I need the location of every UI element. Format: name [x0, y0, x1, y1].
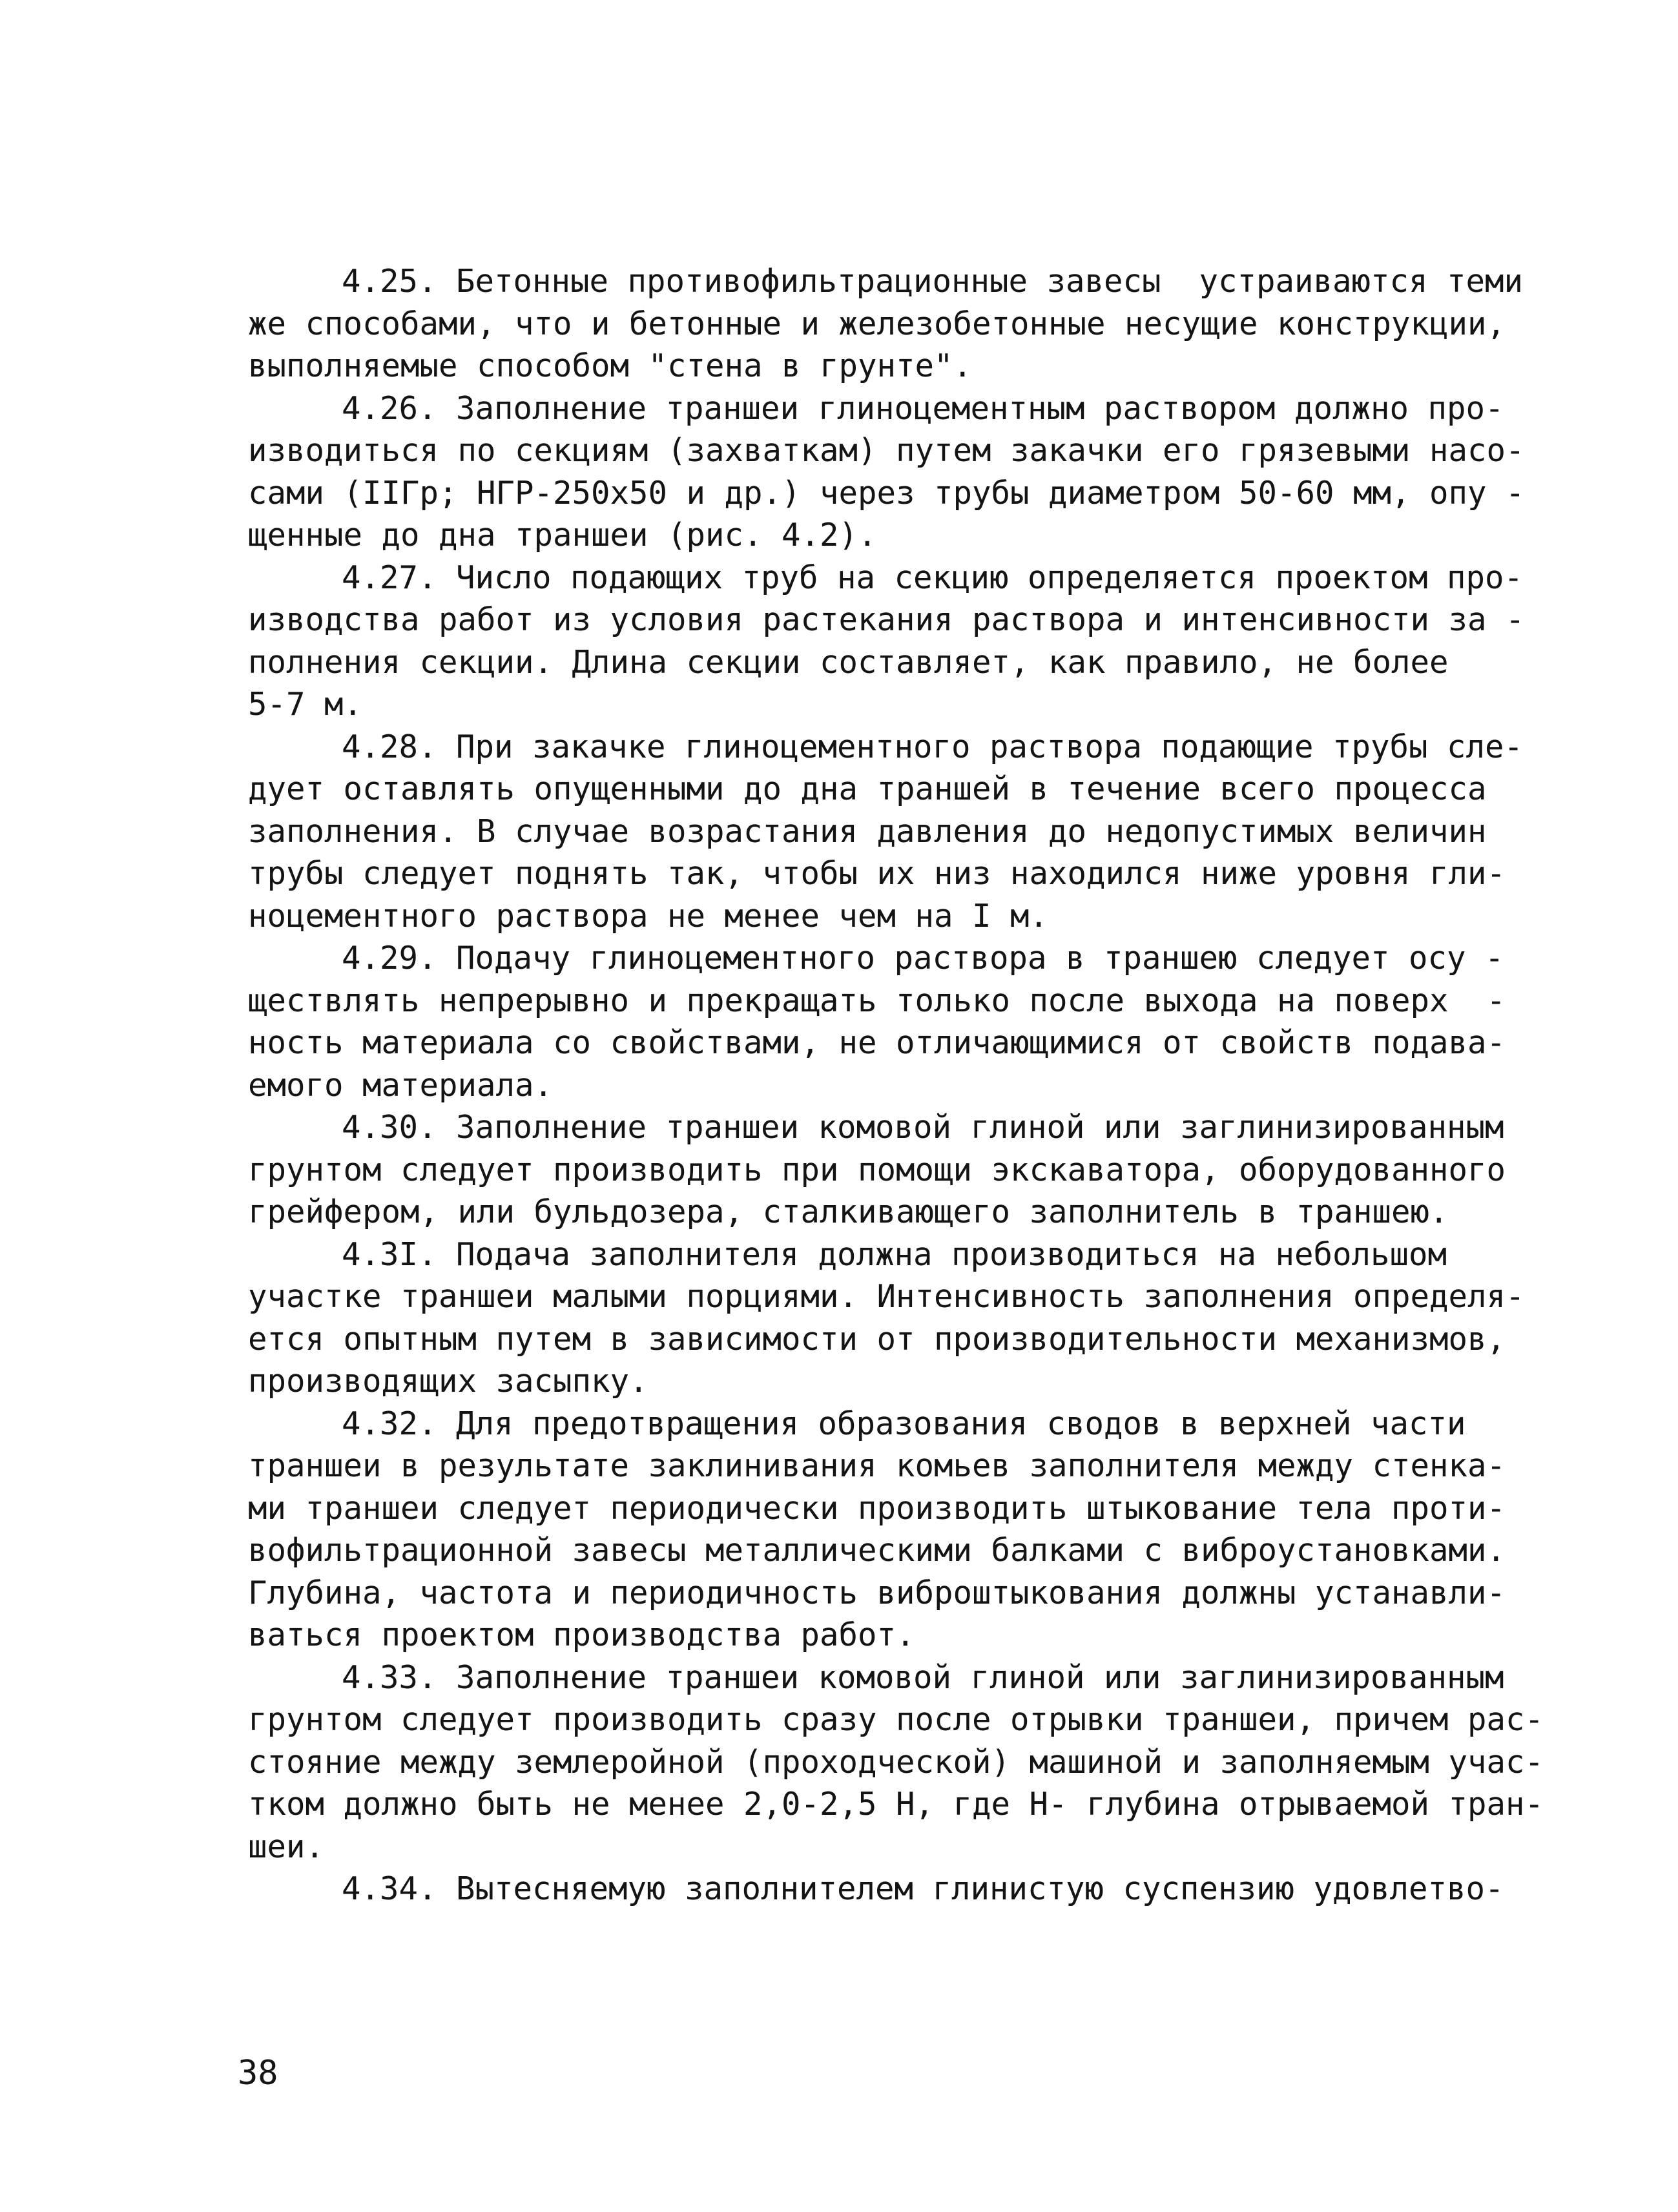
- paragraph-4-27: [248, 557, 1525, 726]
- paragraph-4-30: [248, 1106, 1506, 1234]
- paragraph-4-31: [248, 1234, 1525, 1403]
- text-line: щенные до дна траншеи (рис. 4.2).: [248, 517, 877, 553]
- text-line: грунтом следует производить при помощи экскаватора, оборудованного: [248, 1151, 1506, 1188]
- text-line: изводиться по секциям (захваткам) путем закачки его грязевыми насо-: [248, 432, 1525, 469]
- text-line: выполняемые способом "стена в грунте".: [248, 347, 973, 384]
- text-line: 4.29. Подачу глиноцементного раствора в траншею следует осу -: [342, 940, 1504, 977]
- text-line: 4.30. Заполнение траншеи комовой глиной или заглинизированным: [342, 1109, 1504, 1146]
- text-line: ноцементного раствора не менее чем на I м.: [248, 897, 1049, 935]
- text-line: вофильтрационной завесы металлическими балками с виброустановками.: [248, 1532, 1506, 1569]
- text-line: тком должно быть не менее 2,0-2,5 Н, где Н- глубина отрываемой тран-: [248, 1786, 1544, 1823]
- paragraph-4-28: [248, 726, 1524, 938]
- body-text: [248, 260, 1544, 1910]
- text-line: заполнения. В случае возрастания давления до недопустимых величин: [248, 812, 1487, 850]
- paragraph-4-25: [248, 260, 1524, 388]
- text-line: емого материала.: [248, 1066, 554, 1104]
- text-line: трубы следует поднять так, чтобы их низ находился ниже уровня гли-: [248, 855, 1506, 892]
- text-line: изводства работ из условия растекания раствора и интенсивности за -: [248, 601, 1525, 638]
- text-line: 4.26. Заполнение траншеи глиноцементным раствором должно про-: [342, 389, 1504, 427]
- text-line: 4.25. Бетонные противофильтрационные завесы устраиваются теми: [342, 263, 1524, 300]
- text-line: шеи.: [248, 1828, 325, 1865]
- text-line: дует оставлять опущенными до дна траншей в течение всего процесса: [248, 770, 1487, 807]
- text-line: полнения секции. Длина секции составляет, как правило, не более: [248, 643, 1449, 681]
- page-number: 38: [238, 2054, 278, 2093]
- text-line: ность материала со свойствами, не отличающимися от свойств подава-: [248, 1024, 1506, 1061]
- text-line: производящих засыпку.: [248, 1363, 648, 1400]
- text-line: ется опытным путем в зависимости от производительности механизмов,: [248, 1320, 1506, 1358]
- paragraph-4-32: [248, 1403, 1506, 1657]
- text-line: участке траншеи малыми порциями. Интенсивность заполнения определя-: [248, 1278, 1525, 1315]
- paragraph-4-34: [248, 1868, 1504, 1910]
- text-line: 4.34. Вытесняемую заполнителем глинистую суспензию удовлетво-: [342, 1870, 1504, 1907]
- text-line: 4.32. Для предотвращения образования сводов в верхней части: [342, 1405, 1466, 1442]
- paragraph-4-26: [248, 388, 1525, 557]
- text-line: траншеи в результате заклинивания комьев заполнителя между стенка-: [248, 1447, 1506, 1484]
- text-line: 4.27. Число подающих труб на секцию определяется проектом про-: [342, 559, 1524, 596]
- paragraph-4-33: [248, 1657, 1544, 1868]
- text-line: ществлять непрерывно и прекращать только после выхода на поверх -: [248, 982, 1506, 1019]
- text-line: грунтом следует производить сразу после отрывки траншеи, причем рас-: [248, 1701, 1544, 1738]
- text-line: стояние между землеройной (проходческой) машиной и заполняемым учас-: [248, 1743, 1544, 1781]
- text-line: 4.28. При закачке глиноцементного раствора подающие трубы сле-: [342, 728, 1524, 765]
- text-line: ми траншеи следует периодически производить штыкование тела проти-: [248, 1489, 1506, 1527]
- text-line: же способами, что и бетонные и железобетонные несущие конструкции,: [248, 305, 1506, 342]
- text-line: 4.33. Заполнение траншеи комовой глиной или заглинизированным: [342, 1659, 1504, 1696]
- text-line: 5-7 м.: [248, 686, 363, 723]
- text-line: ваться проектом производства работ.: [248, 1617, 915, 1653]
- paragraph-4-29: [248, 937, 1506, 1106]
- text-line: сами (IIГр; НГР-250х50 и др.) через трубы диаметром 50-60 мм, опу -: [248, 474, 1525, 512]
- text-line: Глубина, частота и периодичность виброштыкования должны устанавли-: [248, 1574, 1506, 1611]
- text-line: 4.3I. Подача заполнителя должна производиться на небольшом: [342, 1235, 1447, 1273]
- text-line: грейфером, или бульдозера, сталкивающего заполнитель в траншею.: [248, 1194, 1449, 1230]
